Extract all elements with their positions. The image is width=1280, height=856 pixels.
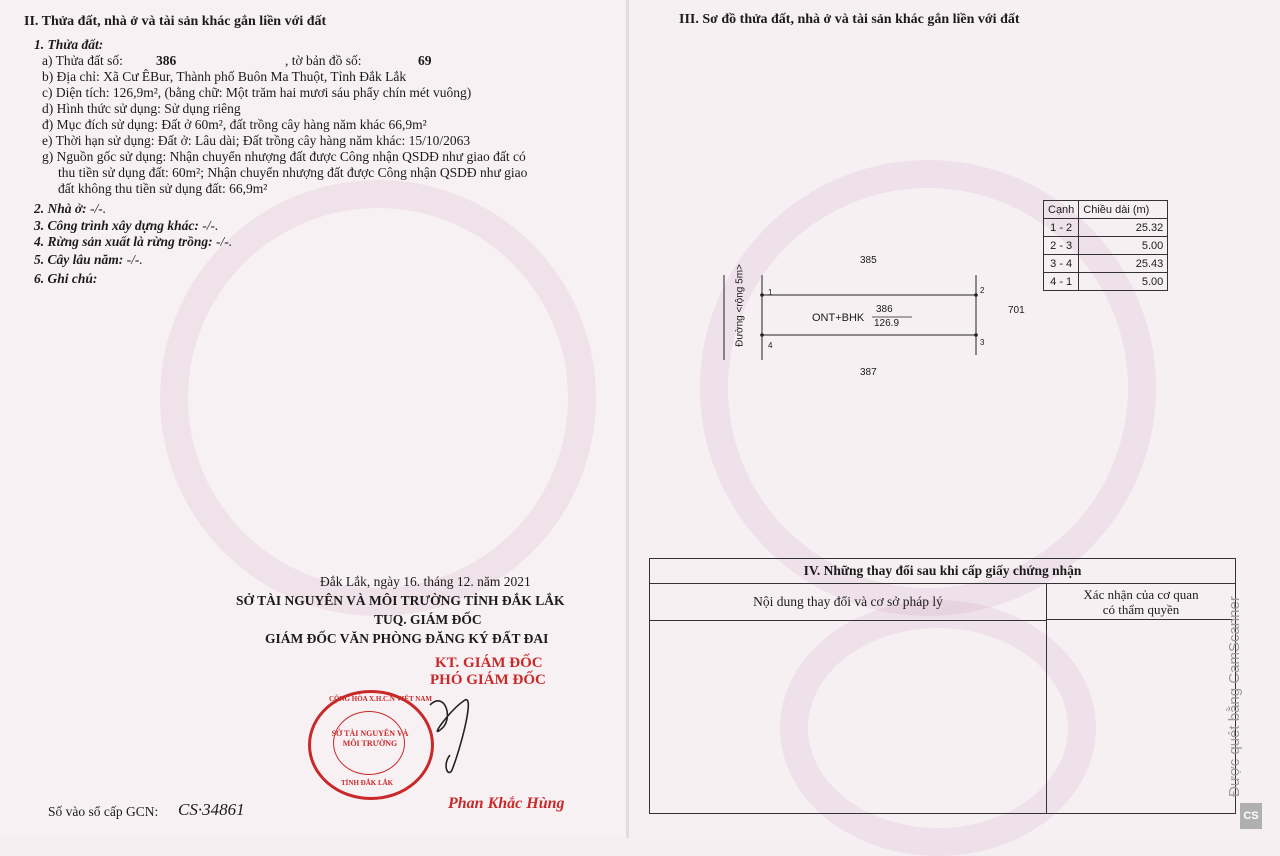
tuq-title: TUQ. GIÁM ĐỐC <box>374 612 482 627</box>
kt-director-title: KT. GIÁM ĐỐC <box>435 655 543 671</box>
point-3: 3 <box>980 338 985 347</box>
section-4-title: IV. Những thay đổi sau khi cấp giấy chứng nhận <box>650 559 1235 584</box>
parcel-number-label: 386 <box>876 304 893 315</box>
construction-line: 3. Công trình xây dựng khác: -/-. <box>34 218 219 233</box>
map-number: 69 <box>418 53 432 68</box>
road-label: Đường <rộng 5m> <box>734 264 746 347</box>
gcn-label: Số vào sổ cấp GCN: <box>48 804 159 819</box>
column-divider <box>1046 620 1047 813</box>
signer-name: Phan Khắc Hùng <box>448 795 565 812</box>
handwritten-signature <box>420 670 480 780</box>
section-3-title: III. Sơ đồ thửa đất, nhà ở và tài sản khác gắn liền với đất <box>679 12 1020 27</box>
parcel-area-label: 126.9 <box>874 318 900 329</box>
parcel-number: 386 <box>156 53 177 68</box>
edge-length-table <box>1043 200 1168 291</box>
table-row: 3 - 4 25.43 <box>1044 255 1168 273</box>
origin-line-3: đất không thu tiền sử dụng đất: 66,9m² <box>58 181 268 196</box>
purpose-line: đ) Mục đích sử dụng: Đất ở 60m², đất trồng cây hàng năm khác 66,9m² <box>42 117 427 132</box>
table-row: 1 - 2 25.32 <box>1044 219 1168 237</box>
neighbor-right-label: 701 <box>1008 305 1025 316</box>
official-red-stamp: CỘNG HÒA X.H.C.N VIỆT NAM SỞ TÀI NGUYÊN VÀ MÔI TRƯỜNG TỈNH ĐẮK LẮK <box>308 690 434 800</box>
perennial-line: 5. Cây lâu năm: -/-. <box>34 252 143 267</box>
gcn-value: CS·34861 <box>178 800 245 819</box>
edge-col-header: Cạnh <box>1044 201 1079 219</box>
length-col-header: Chiều dài (m) <box>1079 201 1168 219</box>
forest-line: 4. Rừng sản xuất là rừng trồng: -/-. <box>34 234 233 249</box>
use-form-line: d) Hình thức sử dụng: Sử dụng riêng <box>42 101 241 116</box>
camscanner-logo-icon: CS <box>1240 803 1262 829</box>
neighbor-top-label: 385 <box>860 255 877 266</box>
point-1: 1 <box>768 288 773 297</box>
organization-name: SỞ TÀI NGUYÊN VÀ MÔI TRƯỜNG TỈNH ĐẮK LẮK <box>236 593 565 608</box>
house-line: 2. Nhà ở: -/-. <box>34 201 107 216</box>
table-row: 2 - 3 5.00 <box>1044 237 1168 255</box>
changes-table <box>649 558 1236 814</box>
point-4: 4 <box>768 341 773 350</box>
page-fold <box>626 0 629 838</box>
land-heading: 1. Thửa đất: <box>34 37 104 52</box>
land-code-label: ONT+BHK <box>812 312 865 324</box>
origin-line-1: g) Nguồn gốc sử dụng: Nhận chuyển nhượng đất được Công nhận QSDĐ như giao đất có <box>42 149 526 164</box>
map-label: , tờ bản đồ số: <box>285 53 362 68</box>
note-line: 6. Ghi chú: <box>34 271 98 286</box>
area-line: c) Diện tích: 126,9m², (bằng chữ: Một trăm hai mươi sáu phẩy chín mét vuông) <box>42 85 472 100</box>
point-2: 2 <box>980 286 985 295</box>
neighbor-bottom-label: 387 <box>860 367 877 378</box>
place-date: Đắk Lắk, ngày 16. tháng 12. năm 2021 <box>320 574 531 589</box>
term-line: e) Thời hạn sử dụng: Đất ở: Lâu dài; Đất trồng cây hàng năm khác: 15/10/2063 <box>42 133 471 148</box>
deputy-director-title: PHÓ GIÁM ĐỐC <box>430 672 546 688</box>
change-content-header: Nội dung thay đổi và cơ sở pháp lý <box>650 584 1047 621</box>
camscanner-watermark: Được quét bằng CamScanner <box>1226 596 1243 797</box>
authority-header: Xác nhận của cơ quan có thẩm quyền <box>1047 584 1235 620</box>
office-title: GIÁM ĐỐC VĂN PHÒNG ĐĂNG KÝ ĐẤT ĐAI <box>265 631 549 646</box>
origin-line-2: thu tiền sử dụng đất: 60m²; Nhận chuyển nhượng đất được Công nhận QSDĐ như giao <box>58 165 528 180</box>
section-2-title: II. Thửa đất, nhà ở và tài sản khác gắn liền với đất <box>24 14 327 29</box>
address-line: b) Địa chỉ: Xã Cư ÊBur, Thành phố Buôn Ma Thuột, Tỉnh Đắk Lắk <box>42 69 407 84</box>
table-row: 4 - 1 5.00 <box>1044 273 1168 291</box>
parcel-label: a) Thửa đất số: <box>42 53 123 68</box>
